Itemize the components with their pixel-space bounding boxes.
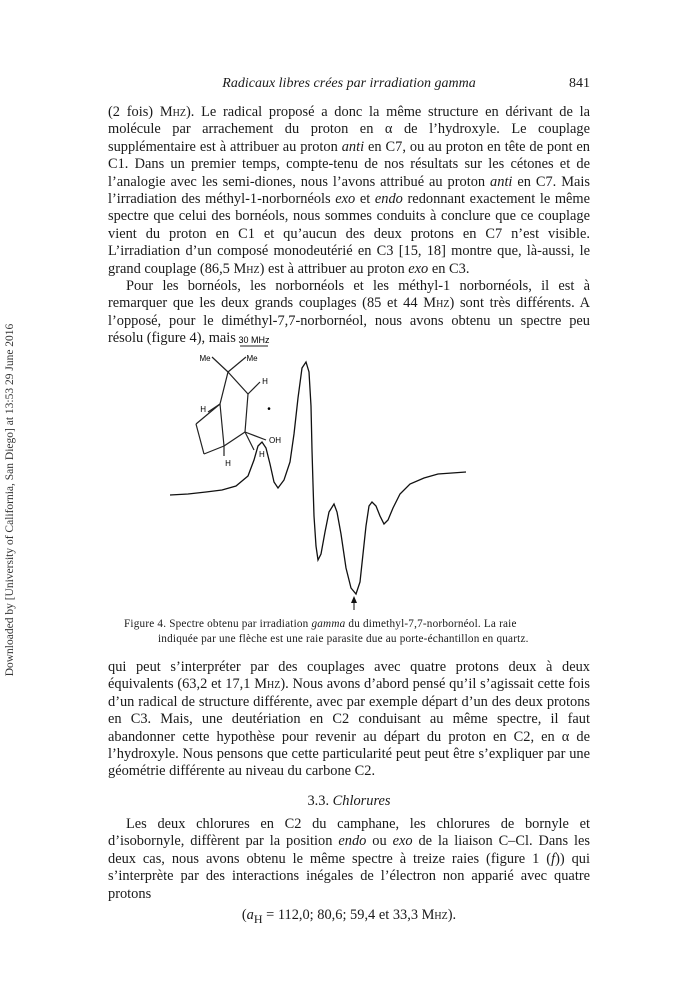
molecule-structure (196, 357, 266, 456)
label-h-left: H (200, 405, 206, 414)
download-watermark (0, 250, 20, 750)
spectrum-trace (170, 362, 466, 594)
watermark-text: Downloaded by [University of California, San Diego] at 13:53 29 June 2016 (4, 323, 16, 677)
page-header (108, 76, 590, 96)
label-oh: OH (269, 436, 281, 445)
figure-4-drawing (108, 332, 590, 612)
section-title: Chlorures (332, 793, 391, 809)
parasite-arrow-head (351, 596, 357, 603)
paragraph-3: qui peut s’interpréter par des couplages avec quatre protons deux à deux équivalents (63,2 et 17,1 Mhz). Nous avons d’abord pensé qu’il s’agissait cette fois d’un radical de structure différente, avec par exemple départ d’un des deux protons en C3. Mais, une deutériation en C2 conduisant au même spectre, il faut abandonner cette hypothèse pour revenir au départ du proton en C2, en α de l’hydroxyle. Nous pensons que cette particularité peut peut être s’expliquer par une géométrie différente au niveau du carbone C2. (108, 659, 590, 780)
label-h-top: H (262, 377, 268, 386)
paragraph-2: Pour les bornéols, les norbornéols et les méthyl-1 norbornéols, il est à remarquer que les deux grands couplages (85 et 44 Mhz) sont très différents. A l’opposé, pour le diméthyl-7,7-norbornéol, nous avons obtenu un spectre peu résolu (figure 4), mais (108, 278, 590, 347)
caption-line-1: Figure 4. Spectre obtenu par irradiation gamma du dimethyl-7,7-norbornéol. La raie (124, 618, 517, 630)
paragraph-4: Les deux chlorures en C2 du camphane, les chlorures de bornyle et d’isobornyle, diffèrent par la position endo ou exo de la liaison C–Cl. Dans les deux cas, nous avons obtenu le même spectre à treize raies (figure 1 (f)) qui s’interprète par des interactions inégales de l’électron non apparié avec quatre protons (108, 816, 590, 902)
body-text-top (108, 104, 590, 348)
figure-4 (108, 332, 590, 612)
label-h-bottom: H (225, 459, 231, 468)
section-heading (108, 793, 590, 810)
body-text-middle (108, 659, 590, 781)
label-h-right: H (259, 450, 265, 459)
body-text-bottom (108, 816, 590, 903)
page-number: 841 (569, 76, 590, 91)
section-number: 3.3. (307, 793, 330, 809)
label-me-right: Me (246, 354, 258, 363)
running-title: Radicaux libres crées par irradiation gamma (222, 76, 476, 91)
label-me-left: Me (199, 354, 211, 363)
coupling-equation: ($a_H = 112,0$; 80,6; 59,4 et 33,3 Mhz). (241, 907, 457, 926)
radical-dot: • (267, 404, 271, 415)
figure-4-caption (124, 617, 574, 647)
paragraph-1: (2 fois) Mhz). Le radical proposé a donc la même structure en dérivant de la molécule par arrachement du proton en α de l’hydroxyle. Le couplage supplémentaire est à attribuer au proton anti en C7, ou au proton en tête de pont en C1. Dans un premier temps, compte-tenu de nos résultats sur les cétones et de l’analogie avec les semi-diones, nous l’avons attribué au proton anti en C7. Mais l’irradiation des méthyl-1-norbornéols exo et endo redonnant exactement le même spectre que celui des bornéols, nous sommes conduits à conclure que ce couplage vient du proton en C1 et qu’aucun des deux protons en C7 n’est visible. L’irradiation d’un composé monodeutérié en C3 [15, 18] montre que, là-aussi, le grand couplage (86,5 Mhz) est à attribuer au proton exo en C3. (108, 104, 591, 277)
scale-label: 30 MHz (238, 335, 270, 345)
caption-line-2: indiquée par une flèche est une raie parasite due au porte-échantillon en quartz. (158, 633, 529, 645)
